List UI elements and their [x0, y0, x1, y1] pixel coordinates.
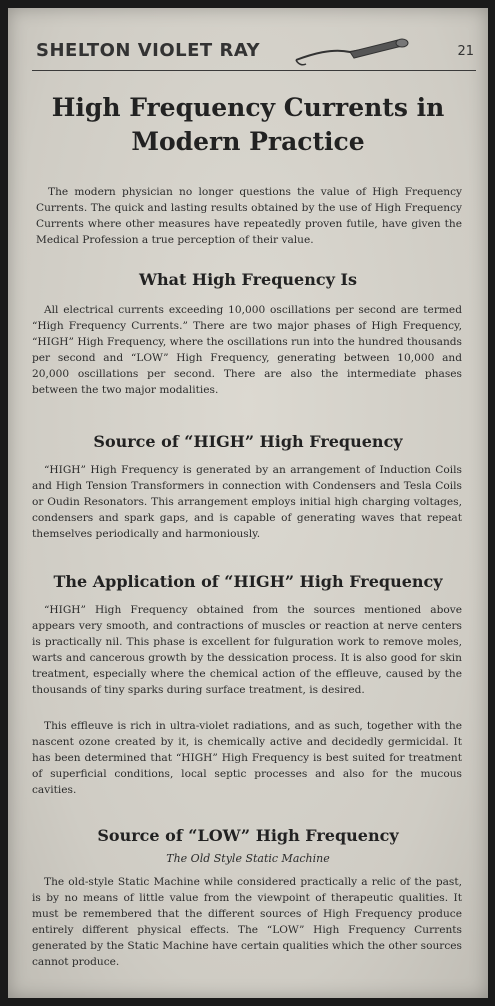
- section-heading-source-high: Source of “HIGH” High Frequency: [93, 432, 403, 451]
- title-line-2: Modern Practice: [131, 127, 365, 156]
- brand-wordmark: SHELTON VIOLET RAY: [36, 40, 261, 61]
- section-paragraph: The old-style Static Machine while considered practically a relic of the past, is by no means of little value from the viewpoint of therapeutic qualities. It must be remembered that the different sources of High Frequency produce entirely different physical effects. The “LOW” High Frequency Currents generated by the Static Machine have certain qualities which the other sources cannot produce.: [32, 876, 462, 968]
- section-subheading: The Old Style Static Machine: [166, 852, 330, 865]
- section-heading-source-low: Source of “LOW” High Frequency: [97, 826, 399, 845]
- page-number: 21: [457, 44, 474, 59]
- section-paragraph: “HIGH” High Frequency is generated by an arrangement of Induction Coils and High Tension Transformers in connection with Condensers and Tesla Coils or Oudin Resonators. This arrangement employs initial high charging voltages, condensers and spark gaps, and is capable of generating waves that repeat themselves periodically and harmoniously.: [32, 464, 462, 540]
- section-paragraph: “HIGH” High Frequency obtained from the sources mentioned above appears very smooth, and contractions of muscles or reaction at nerve centers is practically nil. This phase is excellent for fulguration work to remove moles, warts and cancerous growth by the dessication process. It is also good for skin treatment, especially where the chemical action of the effleuve, caused by the thousands of tiny sparks during surface treatment, is desired.: [32, 604, 462, 696]
- violet-ray-wand-icon: [292, 34, 412, 68]
- section-heading-application-high: The Application of “HIGH” High Frequency: [53, 572, 443, 591]
- section-paragraph: This effleuve is rich in ultra-violet radiations, and as such, together with the nascent ozone created by it, is chemically active and decidedly germicidal. It has been determined that “HIGH” High Frequency is best suited for treatment of superficial conditions, local septic processes and also for the mucous cavities.: [32, 720, 462, 796]
- section-paragraph: All electrical currents exceeding 10,000 oscillations per second are termed “High Frequency Currents.” There are two major phases of High Frequency, “HIGH” High Frequency, where the oscillations run into the hundred thousands per second and “LOW” High Frequency, generating between 10,000 and 20,000 oscillations per second. There are also the intermediate phases between the two major modalities.: [32, 304, 462, 396]
- page-title: [48, 91, 448, 159]
- title-line-1: High Frequency Currents in: [51, 93, 445, 122]
- intro-paragraph: The modern physician no longer questions the value of High Frequency Currents. The quick and lasting results obtained by the use of High Frequency Currents where other measures have repeatedly proven futile, have given the Medical Profession a true perception of their value.: [36, 186, 462, 246]
- book-page: [8, 8, 488, 998]
- section-heading-what: What High Frequency Is: [139, 270, 357, 289]
- running-header: [32, 30, 476, 71]
